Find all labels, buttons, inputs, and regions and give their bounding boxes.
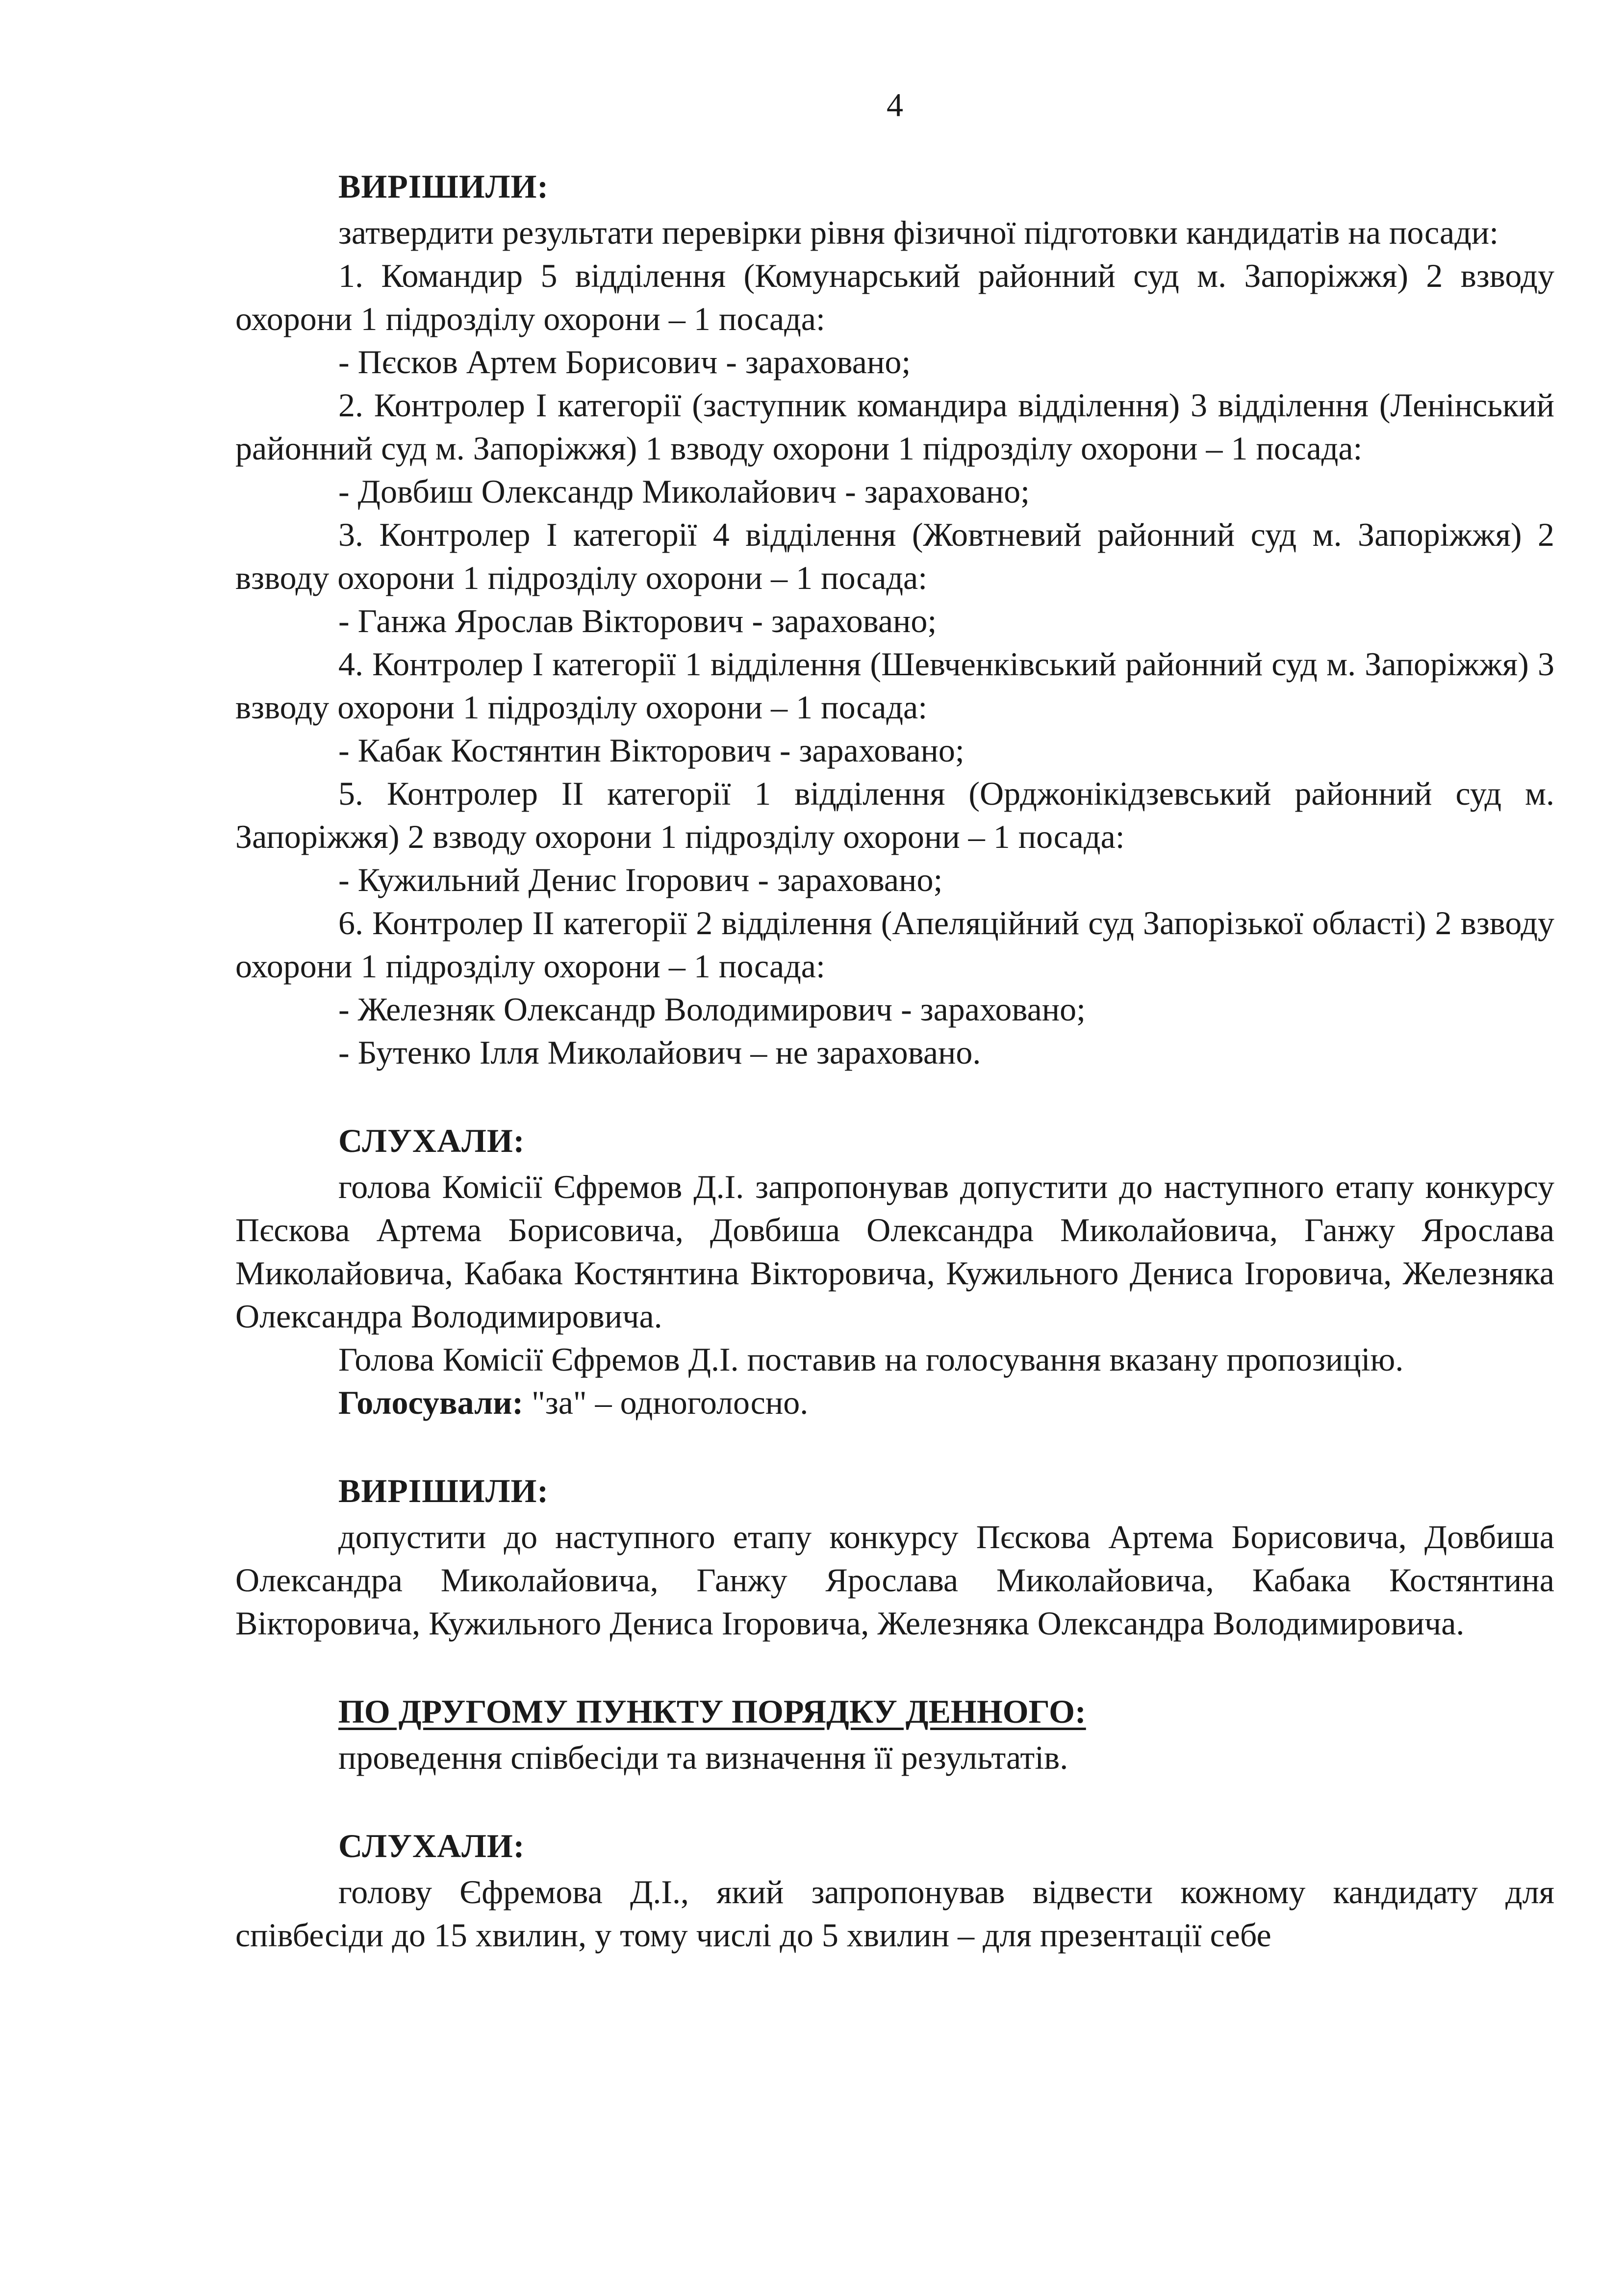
page-number: 4 (887, 86, 903, 124)
decision-section-admit (235, 1469, 1554, 1645)
candidate-result: - Кужильний Денис Ігорович - зараховано; (338, 861, 943, 898)
heard-text: голову Єфремова Д.І., який запропонував відвести кожному кандидату для співбесіди до 15 хвилин, у тому числі до 5 хвилин – для презентації себе (235, 1873, 1554, 1954)
agenda-text: проведення співбесіди та визначення її результатів. (338, 1739, 1068, 1776)
position-item: 2. Контролер І категорії (заступник командира відділення) 3 відділення (Ленінський районний суд м. Запоріжжя) 1 взводу охорони 1 підрозділу охорони – 1 посада: (235, 386, 1554, 467)
candidate-result: - Пєсков Артем Борисович - зараховано; (338, 343, 911, 381)
candidate-result: - Бутенко Ілля Миколайович – не зараховано. (338, 1034, 981, 1071)
decided-intro: затвердити результати перевірки рівня фізичної підготовки кандидатів на посади: (338, 214, 1499, 251)
decided-text: допустити до наступного етапу конкурсу Пєскова Артема Борисовича, Довбиша Олександра Миколайовича, Ганжу Ярослава Миколайовича, Кабака Костянтина Вікторовича, Кужильного Дениса Ігоровича, Железняка Олександра Володимировича. (235, 1518, 1554, 1642)
candidate-result: - Кабак Костянтин Вікторович - зараховано; (338, 732, 964, 769)
heard-heading: СЛУХАЛИ: (338, 1827, 525, 1864)
agenda-section-second (235, 1690, 1554, 1957)
position-item: 5. Контролер ІІ категорії 1 відділення (Орджонікідзевський районний суд м. Запоріжжя) 2 взводу охорони 1 підрозділу охорони – 1 посада: (235, 775, 1554, 855)
vote-label: Голосували: (338, 1384, 524, 1421)
position-item: 1. Командир 5 відділення (Комунарський районний суд м. Запоріжжя) 2 взводу охорони 1 підрозділу охорони – 1 посада: (235, 257, 1554, 337)
decision-section-physical (235, 165, 1554, 1074)
vote-line (235, 1381, 1554, 1424)
heard-text: голова Комісії Єфремов Д.І. запропонував допустити до наступного етапу конкурсу Пєскова Артема Борисовича, Довбиша Олександра Миколайовича, Ганжу Ярослава Миколайовича, Кабака Костянтина Вікторовича, Кужильного Дениса Ігоровича, Железняка Олександра Володимировича. (235, 1168, 1554, 1335)
agenda-heading: ПО ДРУГОМУ ПУНКТУ ПОРЯДКУ ДЕННОГО: (338, 1693, 1086, 1730)
position-item: 4. Контролер І категорії 1 відділення (Шевченківський районний суд м. Запоріжжя) 3 взводу охорони 1 підрозділу охорони – 1 посада: (235, 645, 1554, 726)
heard-heading: СЛУХАЛИ: (338, 1122, 525, 1159)
vote-put-text: Голова Комісії Єфремов Д.І. поставив на голосування вказану пропозицію. (338, 1341, 1404, 1378)
decided-heading: ВИРІШИЛИ: (338, 1472, 549, 1509)
candidate-result: - Довбиш Олександр Миколайович - зараховано; (338, 473, 1030, 510)
candidate-result: - Ганжа Ярослав Вікторович - зараховано; (338, 602, 937, 639)
decided-heading: ВИРІШИЛИ: (338, 168, 549, 205)
document-page (235, 83, 1554, 1957)
heard-section-proposal (235, 1119, 1554, 1424)
position-item: 3. Контролер І категорії 4 відділення (Жовтневий районний суд м. Запоріжжя) 2 взводу охорони 1 підрозділу охорони – 1 посада: (235, 516, 1554, 596)
candidate-result: - Железняк Олександр Володимирович - зараховано; (338, 991, 1086, 1028)
vote-result: "за" – одноголосно. (523, 1384, 809, 1421)
position-item: 6. Контролер ІІ категорії 2 відділення (Апеляційний суд Запорізької області) 2 взводу охорони 1 підрозділу охорони – 1 посада: (235, 904, 1554, 985)
